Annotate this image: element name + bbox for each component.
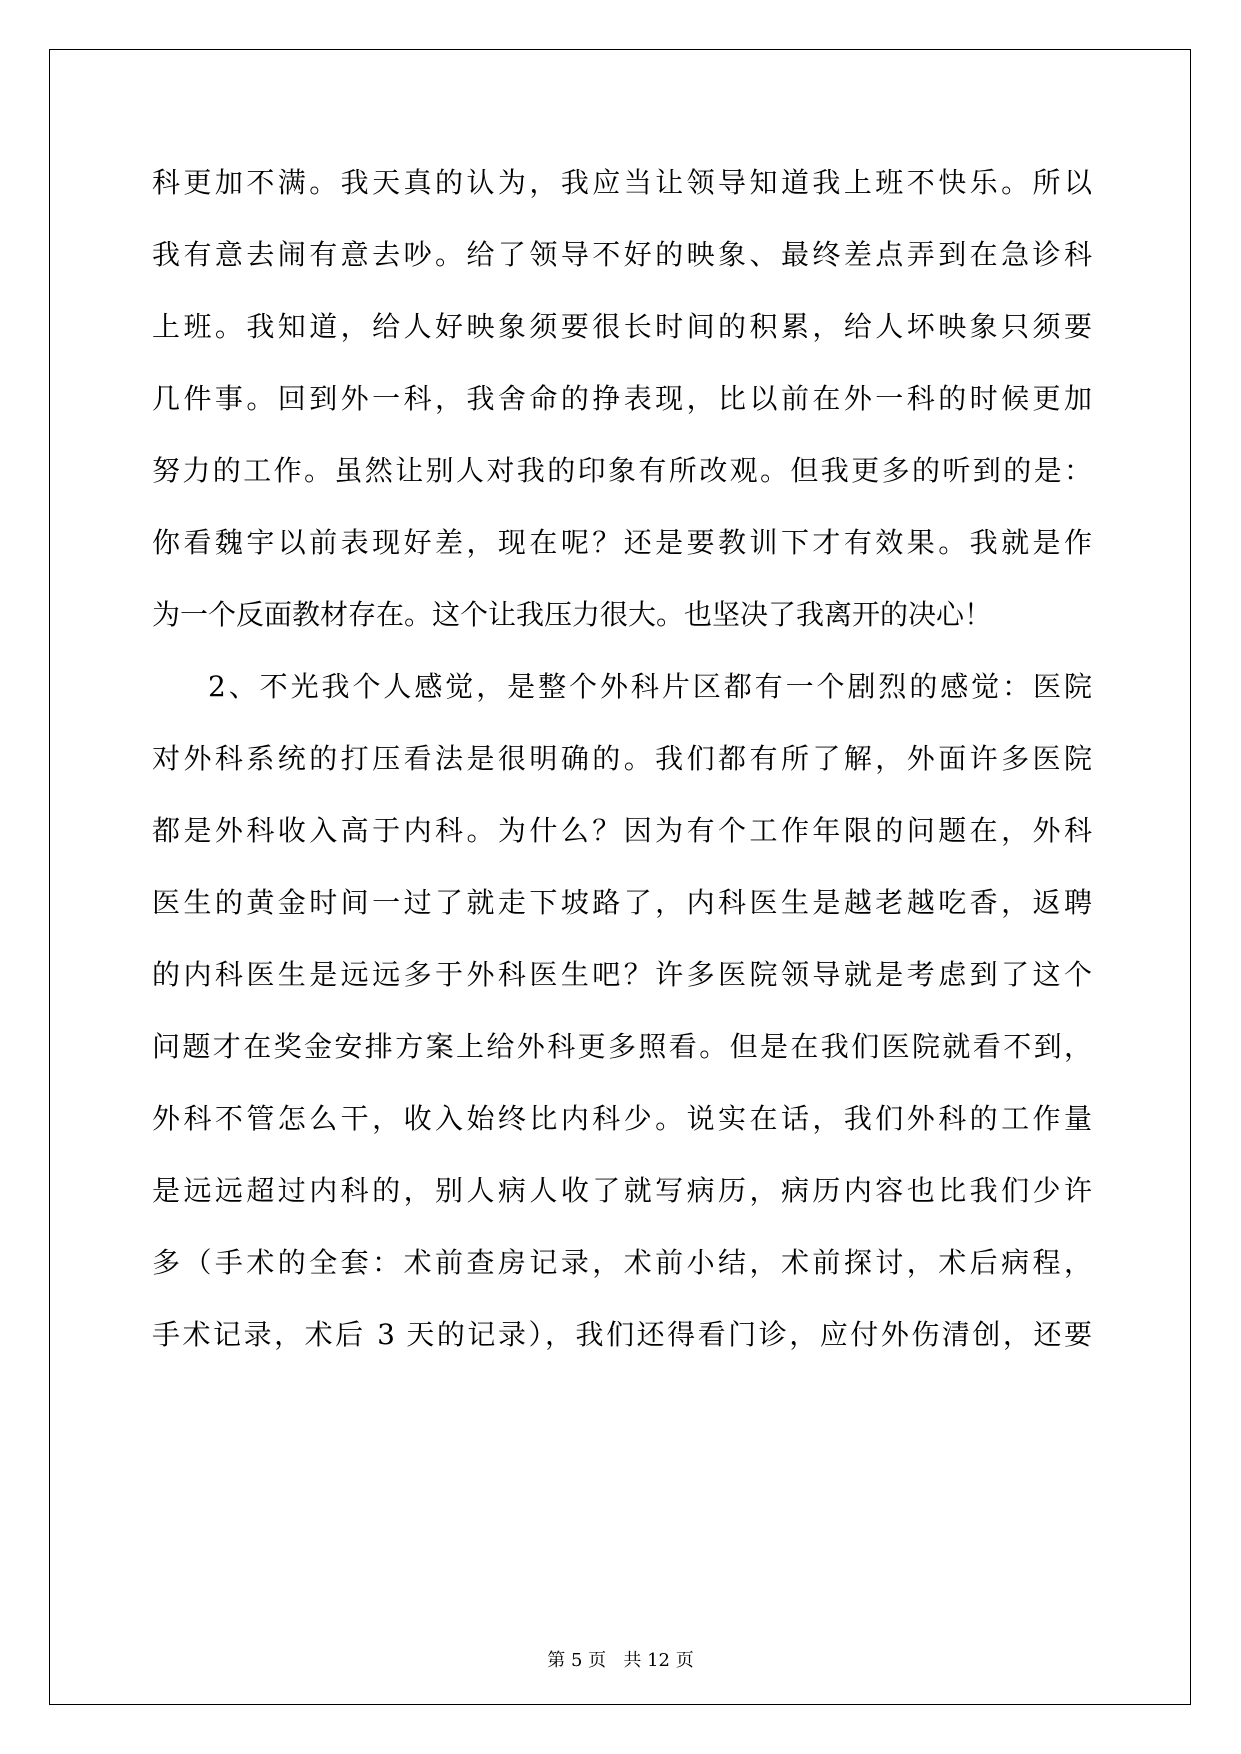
- text-line: 外科不管怎么干，收入始终比内科少。说实在话，我们外科的工作量: [152, 1102, 1092, 1135]
- text-line: 2、不光我个人感觉，是整个外科片区都有一个剧烈的感觉：医院: [208, 670, 1092, 703]
- text-line: 问题才在奖金安排方案上给外科更多照看。但是在我们医院就看不到，: [152, 1030, 1092, 1063]
- text-line: 都是外科收入高于内科。为什么？因为有个工作年限的问题在，外科: [152, 814, 1092, 847]
- text-line: 为一个反面教材存在。这个让我压力很大。也坚决了我离开的决心！: [152, 598, 993, 631]
- text-line: 科更加不满。我天真的认为，我应当让领导知道我上班不快乐。所以: [152, 166, 1092, 199]
- text-line: 几件事。回到外一科，我舍命的挣表现，比以前在外一科的时候更加: [152, 382, 1092, 415]
- text-line: 对外科系统的打压看法是很明确的。我们都有所了解，外面许多医院: [152, 742, 1092, 775]
- text-line: 医生的黄金时间一过了就走下坡路了，内科医生是越老越吃香，返聘: [152, 886, 1092, 919]
- page-number: 第 5 页: [547, 1650, 607, 1671]
- text-line: 努力的工作。虽然让别人对我的印象有所改观。但我更多的听到的是：: [152, 454, 1092, 487]
- page-border: [49, 49, 1191, 1705]
- page-footer: [0, 1646, 1241, 1672]
- page-total: 共 12 页: [623, 1650, 694, 1671]
- text-line: 手术记录，术后 3 天的记录），我们还得看门诊，应付外伤清创，还要: [152, 1318, 1092, 1351]
- text-line: 的内科医生是远远多于外科医生吧？许多医院领导就是考虑到了这个: [152, 958, 1092, 991]
- text-line: 是远远超过内科的，别人病人收了就写病历，病历内容也比我们少许: [152, 1174, 1092, 1207]
- text-line: 上班。我知道，给人好映象须要很长时间的积累，给人坏映象只须要: [152, 310, 1092, 343]
- text-line: 多（手术的全套：术前查房记录，术前小结，术前探讨，术后病程，: [152, 1246, 1092, 1279]
- text-line: 我有意去闹有意去吵。给了领导不好的映象、最终差点弄到在急诊科: [152, 238, 1092, 271]
- text-line: 你看魏宇以前表现好差，现在呢？还是要教训下才有效果。我就是作: [152, 526, 1092, 559]
